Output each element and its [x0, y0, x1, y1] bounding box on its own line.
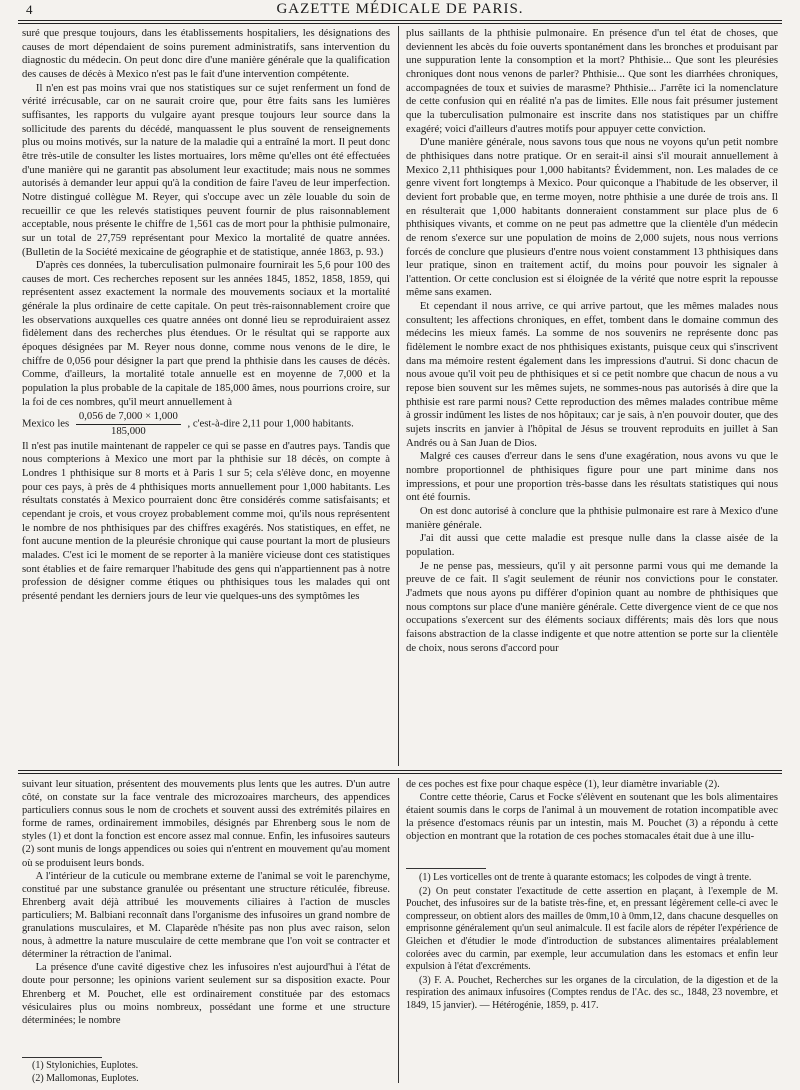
paragraph: Il n'en est pas moins vrai que nos statistiques sur ce sujet renferment un fond de vérité irrécusable, car on ne saurait croire que, pour être faits sans les lumières suffisantes, les rapports du vulgaire ayant presque toujours leur source dans la sollicitude des parents du décédé, manquassent le plus souvent de renseignements plus ou moins motivés, sur la nature de la maladie qui a entraîné la mort. Il peut donc être très-utile de consulter les listes mortuaires, lors même qu'elles ont été effectuées d'une manière qui ne garantit pas absolument leur exactitude; mais nous ne sommes autorisés à demander leur appui qu'à la condition de faire l'aveu de leur imperfection. Notre distingué collègue M. Reyer, qui s'occupe avec un zèle louable du soin de recueillir ce que les relevés statistiques peuvent fournir de plus raisonnablement acceptable, nous présente le chiffre de 1,561 cas de mort pour la phthisie pulmonaire, sur un total de 27,759 représentant pour Mexico la mortalité de quatre années. (Bulletin de la Société mexicaine de géographie et de statistique, année 1863, p. 93.)	[22, 81, 390, 258]
footnote: (1) Stylonichies, Euplotes.	[32, 1060, 139, 1071]
paragraph: D'une manière générale, nous savons tous que nous ne voyons qu'un petit nombre de phthisiques dans notre pratique. Or en serait-il ainsi s'il mourait annuellement à Mexico 2,11 phthisiques pour 1,000 habitants? Évidemment, non. Les malades de ce genre vivent fort longtemps à Mexico. Pour quiconque a l'habitude de les observer, il devient fort probable que, en terme moyen, notre phthisie a une durée de trois ans. Il en résulterait que 1,000 habitants donneraient constamment sur place plus de 6 phthisiques vivants, et comme on ne peut pas admettre que la clientèle d'un médecin de renom s'exerce sur une population de moins de 2,000 sujets, nous nous verrions forcés de conclure que plusieurs d'entre nous voient constamment 13 phthisiques dans leur pratique, sinon en traitement actif, du moins pour pouvoir les signaler à l'attention. Or cette conclusion est si éloignée de la vérité que notre esprit la repousse même sans examen.	[406, 136, 778, 299]
column-divider	[398, 26, 399, 766]
paragraph: suré que presque toujours, dans les établissements hospitaliers, les désignations des causes de mort dépendaient de soins purement administratifs, sans intervention du diagnostic du médecin. On peut donc dire d'une manière générale que la qualification des causes de décès à Mexico n'est pas le fait d'une intervention compétente.	[22, 27, 390, 80]
paragraph: suivant leur situation, présentent des mouvements plus lents que les autres. D'un autre côté, on constate sur la face ventrale des microzoaires marcheurs, des appendices particuliers connus sous le nom de crochets et souvent aussi des extrémités pilaires en forme de rames, ordinairement immobiles, désignés par Ehrenberg sous le nom de styles (1) et dont la fonction est encore assez mal connue. Enfin, les infusoires sauteurs (2) sont munis de longs appendices ou soies qui n'entrent en mouvement qu'au moment où se produisent leurs bonds.	[22, 779, 390, 869]
footnote: (2) On peut constater l'exactitude de cette assertion en plaçant, à l'exemple de M. Pouchet, des infusoires sur de la batiste très-fine, et, en pressant légèrement celle-ci avec le compresseur, on obtient alors des mailles de 0mm,10 à 0mm,12, dans chacune desquelles on emprisonne généralement qu'un seul animalcule. Il est facile alors de répéter l'expérience de Gleichen et d'étudier le mode d'introduction de substances alimentaires préalablement colorées avec du carmin, par exemple, leur accumulation dans les estomacs et enfin leur expulsion à l'état d'excréments.	[406, 885, 778, 973]
paragraph: Il n'est pas inutile maintenant de rappeler ce qui se passe en d'autres pays. Tandis que nous compterions à Mexico une mort par la phthisie sur 18 décès, on compte à Londres 1 phthisique sur 8 morts et à Paris 1 sur 5; cela s'élève donc, en moyenne pour ces pays, à près de 4 phthisiques morts annuellement pour 1,000 habitants. Les résultats constatés à Mexico pourraient donc être considérés comme satisfaisants; et cependant je crois, et vous croyez probablement comme moi, qu'ils nous représentent le nombre de nos phthisiques par des chiffres exagérés. Nos statistiques, en effet, ne font aucune mention de la pleurésie chronique qui cause pourtant la mort de plusieurs malades. C'est ici le moment de se reporter à la manière vicieuse dont ces statistiques sont établies et de faire remarquer l'habitude des gens qui n'appartiennent pas à notre profession de désigner comme étiques ou phthisiques tous les malades qui ont présenté pendant les derniers jours de leur vie quelques-uns des symptômes les	[22, 439, 390, 602]
footnote: (3) F. A. Pouchet, Recherches sur les organes de la circulation, de la digestion et de la respiration des animaux infusoires (Comptes rendus de l'Ac. des sc., 1848, 23 novembre, et 1849, 15 janvier). — Hétérogénie, 1859, p. 417.	[406, 974, 778, 1011]
fraction	[76, 410, 181, 438]
formula	[22, 410, 390, 438]
footnote-rule-right	[406, 868, 486, 869]
feuilleton-rule-thin	[18, 773, 782, 774]
paragraph: Et cependant il nous arrive, ce qui arrive partout, que les mêmes malades nous consultent; les affections chroniques, en effet, tombent dans le domaine commun des médecins les mieux famés. La somme de nos souvenirs ne représente donc pas fidèlement le nombre exact de nos phthisiques existants, puisque ceux qui s'inscrivent dans ma mémoire restent également dans les impressions d'autrui. Si donc chacun de nous avoue qu'il voit peu de phthisiques et si ce petit nombre que chacun de nous a vu repose bien souvent sur les mêmes sujets, ne sommes-nous pas autorisés à dire que la phthisie est rare parmi nous? Cette reproduction des mêmes malades contribue même à grossir indûment les listes de nos hôpitaux; car je sais, à n'en pouvoir douter, que des sujets inscrits en janvier à l'hôpital de Jésus se trouvent reproduits en juillet à San Andrés ou à San Juan de Dios.	[406, 300, 778, 449]
formula-tail: , c'est-à-dire 2,11 pour 1,000 habitants.	[187, 417, 354, 430]
paragraph: Malgré ces causes d'erreur dans le sens d'une exagération, nous avons vu que le nombre proportionnel de phthisiques figure pour une part minime dans nos impressions, et pour une proportion très-basse dans les résultats statistiques qui nous ont été fournis.	[406, 450, 778, 504]
paragraph: On est donc autorisé à conclure que la phthisie pulmonaire est rare à Mexico d'une manière générale.	[406, 504, 778, 531]
footnote: (1) Les vorticelles ont de trente à quarante estomacs; les colpodes de vingt à trente.	[419, 872, 752, 883]
column-left-upper	[22, 27, 390, 767]
formula-lead: Mexico les	[22, 417, 70, 430]
feuilleton-rule	[18, 770, 782, 771]
paragraph: plus saillants de la phthisie pulmonaire. En présence d'un tel état de choses, que deviennent les abcès du foie ouverts spontanément dans les bronches et produisant par une suppuration lente la consomption et la mort? Phthisie... Que sont les pleurésies chroniques dont nous venons de parler? Phthisie... Que sont les diarrhées chroniques, accompagnées de toux et suivies de marasme? Phthisie... J'arrête ici la nomenclature de cette confusion qui en réalité n'a pas de limites. Elle nous fait présumer justement que la tuberculisation pulmonaire est inscrite dans nos statistiques par un chiffre exagéré; voici d'ailleurs d'autres motifs pour appuyer cette conviction.	[406, 27, 778, 135]
paragraph: Contre cette théorie, Carus et Focke s'élèvent en soutenant que les bols alimentaires étaient soumis dans le corps de l'animal à un mouvement de rotation incompatible avec la présence d'estomacs réunis par un intestin, mais M. Pouchet (3) a répondu à cette objection en montrant que la rotation de ces poches stomacales était due à une illu-	[406, 792, 778, 843]
footnotes-right	[406, 872, 778, 1087]
paragraph: La présence d'une cavité digestive chez les infusoires n'est aujourd'hui à l'état de doute pour personne; les opinions varient seulement sur sa disposition exacte. Pour Ehrenberg et M. Pouchet, elle est ordinairement constituée par des estomacs vésiculaires plus ou moins nombreux, possédant une forme et une structure déterminées; le nombre	[22, 962, 390, 1026]
paragraph: Je ne pense pas, messieurs, qu'il y ait personne parmi vous qui me demande la preuve de ce fait. Il s'agit seulement de réunir nos convictions pour le constater. J'admets que nous ayons pu différer d'opinion quant au nombre de phthisiques que nous comptons sur place d'une manière générale. Cette divergence vient de ce que nos occupations s'exercent sur des éléments sociaux différents; mais dès lors que nous faisons abstraction de la classe indigente et que notre attention se porte sur la clientèle de choix, nous serons d'accord pour	[406, 559, 778, 654]
column-left-lower	[22, 778, 390, 1052]
column-divider-lower	[398, 778, 399, 1083]
paragraph: A l'intérieur de la cuticule ou membrane externe de l'animal se voit le parenchyme, constitué par une substance granulée ou présentant une structure réticulée, fibreuse. Ehrenberg avait déjà attribué les mouvements ciliaires à l'action de muscles particuliers; M. Balbiani reconnaît dans l'organisme des infusoires un grand nombre de granulations musculaires, et M. Claparède n'hésite pas non plus avec raison, selon nous, à admettre la nature musculaire de cette membrane que l'on voit se contracter et déterminer la rétraction de l'animal.	[22, 870, 390, 961]
page-number: 4	[26, 2, 33, 17]
paragraph: de ces poches est fixe pour chaque espèce (1), leur diamètre invariable (2).	[406, 779, 720, 790]
header-rule-thin	[18, 23, 782, 24]
fraction-numerator: 0,056 de 7,000 × 1,000	[76, 410, 181, 425]
footnotes-left	[22, 1060, 390, 1085]
header-rule	[18, 20, 782, 21]
column-right-upper	[406, 27, 778, 767]
footnote-rule-left	[22, 1057, 102, 1058]
column-right-lower	[406, 778, 778, 863]
running-title: GAZETTE MÉDICALE DE PARIS.	[276, 1, 524, 17]
fraction-denominator: 185,000	[110, 425, 146, 438]
paragraph: D'après ces données, la tuberculisation pulmonaire fournirait les 5,6 pour 100 des causes de mort. Ces recherches reposent sur les années 1845, 1852, 1858, 1859, qui représentent assez exactement la normale des mouvements sociaux et la mortalité générale la plus ordinaire de cette capitale. On peut très-raisonnablement croire que les observations auxquelles ces quatre années ont donné lieu se reproduiraient assez fidèlement dans des recherches plus étendues. Or le résultat qui se rapporte aux époques désignées par M. Reyer nous donne, comme nous venons de le dire, le chiffre de 0,056 pour désigner la part que prend la phthisie dans les causes de décès. Comme, d'ailleurs, la mortalité totale annuelle est en moyenne de 7,000 et la population la plus probable de la capitale de 185,000 âmes, nous pourrions croire, sur la foi de ces nombres, qu'il meurt annuellement à	[22, 259, 390, 408]
footnote: (2) Mallomonas, Euplotes.	[32, 1072, 139, 1084]
paragraph: J'ai dit aussi que cette maladie est presque nulle dans la classe aisée de la population.	[406, 532, 778, 558]
